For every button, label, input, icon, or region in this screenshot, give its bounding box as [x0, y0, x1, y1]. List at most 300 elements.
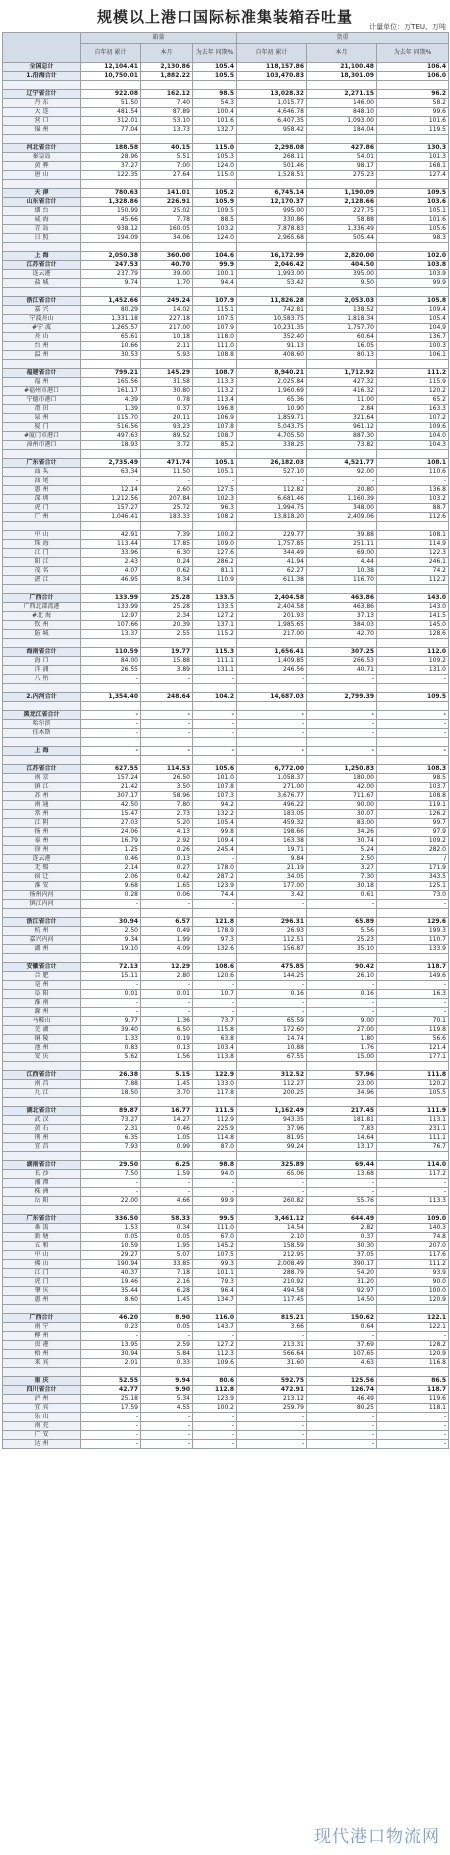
value-cell: 143.0	[377, 603, 449, 612]
value-cell: -	[81, 1413, 141, 1422]
value-cell: -	[141, 1008, 193, 1017]
table-row	[3, 1098, 449, 1107]
value-cell: 1,452.66	[81, 297, 141, 306]
port-name-cell: 嘉兴内河	[3, 936, 81, 945]
value-cell: 196.8	[193, 405, 237, 414]
value-cell: 107.5	[193, 1251, 237, 1260]
port-name-cell: 四川省合计	[3, 1386, 81, 1395]
value-cell: 37.27	[81, 162, 141, 171]
value-cell: 4.39	[81, 396, 141, 405]
teu-ytd-header: 自年初 累计	[81, 44, 141, 63]
value-cell: 104.0	[377, 432, 449, 441]
table-row	[3, 630, 449, 639]
value-cell: -	[237, 1440, 307, 1449]
value-cell: 150.99	[81, 207, 141, 216]
value-cell: 134.7	[193, 1296, 237, 1305]
port-name-cell: 上 海	[3, 252, 81, 261]
value-cell: 225.9	[193, 1125, 237, 1134]
value-cell: 105.5	[377, 1089, 449, 1098]
value-cell: -	[377, 1179, 449, 1188]
value-cell: 103.6	[377, 198, 449, 207]
port-name-cell: 虎 门	[3, 504, 81, 513]
port-name-cell: 营 口	[3, 117, 81, 126]
value-cell: 105.4	[193, 63, 237, 72]
value-cell: 0.27	[141, 864, 193, 873]
value-cell: 109.0	[193, 540, 237, 549]
value-cell: 2.92	[141, 837, 193, 846]
value-cell: 229.77	[237, 531, 307, 540]
value-cell: 12.97	[81, 612, 141, 621]
value-cell: 112.0	[377, 648, 449, 657]
value-cell: 4.55	[141, 1404, 193, 1413]
value-cell: 2.01	[81, 1359, 141, 1368]
port-name-cell: 宁波舟山	[3, 315, 81, 324]
table-row	[3, 1116, 449, 1125]
value-cell: 108.1	[377, 459, 449, 468]
value-cell: 117.8	[193, 1089, 237, 1098]
value-cell: 106.1	[377, 351, 449, 360]
value-cell: 163.3	[377, 405, 449, 414]
value-cell: 0.37	[307, 1233, 377, 1242]
value-cell: 90.0	[377, 1278, 449, 1287]
value-cell	[81, 135, 141, 144]
value-cell: 113.3	[377, 1197, 449, 1206]
value-cell: 115.70	[81, 414, 141, 423]
value-cell: 13,818.20	[237, 513, 307, 522]
port-name-cell: 辽宁省合计	[3, 90, 81, 99]
value-cell: 6,681.46	[237, 495, 307, 504]
value-cell: 246.56	[237, 666, 307, 675]
value-cell	[377, 684, 449, 693]
value-cell	[237, 288, 307, 297]
value-cell: 7.83	[307, 1125, 377, 1134]
value-cell	[141, 756, 193, 765]
value-cell: 113.4	[193, 396, 237, 405]
value-cell: -	[193, 675, 237, 684]
value-cell: 14,687.03	[237, 693, 307, 702]
port-name-cell: 全国总计	[3, 63, 81, 72]
value-cell	[377, 1098, 449, 1107]
value-cell: -	[193, 1008, 237, 1017]
table-row	[3, 315, 449, 324]
weight-month-header: 本月	[307, 44, 377, 63]
value-cell: 141.5	[377, 612, 449, 621]
value-cell: 9.74	[81, 279, 141, 288]
value-cell: 2,409.06	[307, 513, 377, 522]
table-row	[3, 450, 449, 459]
value-cell	[237, 360, 307, 369]
value-cell: 157.24	[81, 774, 141, 783]
value-cell: 307.25	[307, 648, 377, 657]
table-row	[3, 360, 449, 369]
value-cell: -	[81, 747, 141, 756]
value-cell: 108.3	[377, 765, 449, 774]
value-cell: 120.9	[377, 1296, 449, 1305]
value-cell: 79.3	[193, 1278, 237, 1287]
port-name-cell: 湖北省合计	[3, 1107, 81, 1116]
table-row	[3, 1107, 449, 1116]
value-cell	[141, 81, 193, 90]
value-cell	[193, 243, 237, 252]
port-name-cell	[3, 522, 81, 531]
value-cell: 13,028.32	[237, 90, 307, 99]
value-cell: 404.50	[307, 261, 377, 270]
value-cell: 344.49	[237, 549, 307, 558]
port-name-cell: 广西北部湾港	[3, 603, 81, 612]
value-cell: 296.31	[237, 918, 307, 927]
table-row	[3, 567, 449, 576]
value-cell	[81, 180, 141, 189]
value-cell: 113.8	[193, 1053, 237, 1062]
table-row	[3, 1206, 449, 1215]
value-cell: 198.66	[237, 828, 307, 837]
table-row	[3, 1440, 449, 1449]
port-name-cell: 合 肥	[3, 972, 81, 981]
teu-month-header: 本月	[141, 44, 193, 63]
table-row	[3, 153, 449, 162]
table-row	[3, 324, 449, 333]
value-cell: 15.00	[307, 1053, 377, 1062]
port-name-cell: 佳木斯	[3, 729, 81, 738]
port-name-cell: 温 州	[3, 351, 81, 360]
value-cell: 103.8	[377, 261, 449, 270]
value-cell: 46.49	[307, 1395, 377, 1404]
value-cell: 118.7	[377, 1386, 449, 1395]
value-cell: 26.55	[81, 666, 141, 675]
value-cell: 611.38	[237, 576, 307, 585]
value-cell	[377, 1206, 449, 1215]
value-cell: 31.20	[307, 1278, 377, 1287]
value-cell	[81, 639, 141, 648]
value-cell: 143.0	[377, 594, 449, 603]
table-row	[3, 504, 449, 513]
value-cell: -	[141, 675, 193, 684]
value-cell: 120.2	[377, 1080, 449, 1089]
port-name-cell: 海南省合计	[3, 648, 81, 657]
value-cell: 183.33	[141, 513, 193, 522]
port-name-cell: 舟 山	[3, 333, 81, 342]
port-name-cell	[3, 702, 81, 711]
value-cell: 121.8	[193, 918, 237, 927]
table-row	[3, 126, 449, 135]
value-cell	[307, 1368, 377, 1377]
value-cell: 56.6	[377, 1035, 449, 1044]
value-cell: 16,172.99	[237, 252, 307, 261]
value-cell: 100.0	[377, 1287, 449, 1296]
value-cell: 41.94	[237, 558, 307, 567]
port-name-cell: 福建省合计	[3, 369, 81, 378]
value-cell: 10.88	[237, 1044, 307, 1053]
value-cell: -	[307, 711, 377, 720]
value-cell: 29.50	[81, 1161, 141, 1170]
value-cell: 93.9	[377, 1269, 449, 1278]
value-cell	[377, 1368, 449, 1377]
value-cell: 74.4	[193, 891, 237, 900]
value-cell: 80.25	[307, 1404, 377, 1413]
value-cell: 1,212.56	[81, 495, 141, 504]
table-row	[3, 252, 449, 261]
value-cell: 29.27	[81, 1251, 141, 1260]
port-name-cell: #福州市港口	[3, 387, 81, 396]
value-cell: 3.72	[141, 441, 193, 450]
table-row	[3, 234, 449, 243]
value-cell: 80.29	[81, 306, 141, 315]
value-cell: 5.24	[307, 846, 377, 855]
table-row	[3, 738, 449, 747]
table-row	[3, 540, 449, 549]
value-cell: -	[307, 1332, 377, 1341]
table-row	[3, 513, 449, 522]
value-cell: 1,994.75	[237, 504, 307, 513]
value-cell: 5.93	[141, 351, 193, 360]
table-row	[3, 1143, 449, 1152]
value-cell: 1.59	[141, 1170, 193, 1179]
port-name-cell: 扬州内河	[3, 891, 81, 900]
value-cell: 2.50	[307, 855, 377, 864]
port-name-cell: 湘 潭	[3, 1179, 81, 1188]
value-cell	[377, 756, 449, 765]
value-cell	[193, 522, 237, 531]
port-name-cell: 虎 门	[3, 1278, 81, 1287]
port-name-cell: 芜 湖	[3, 1026, 81, 1035]
port-name-cell: 珠 海	[3, 540, 81, 549]
value-cell: 200.25	[237, 1089, 307, 1098]
value-cell: 10,750.01	[81, 72, 141, 81]
value-cell: 133.99	[81, 594, 141, 603]
value-cell: 14.27	[141, 1116, 193, 1125]
value-cell	[307, 180, 377, 189]
value-cell: 0.42	[141, 873, 193, 882]
value-cell: 110.7	[377, 936, 449, 945]
value-cell: -	[81, 675, 141, 684]
port-name-cell: 肇 庆	[3, 1287, 81, 1296]
value-cell: 62.27	[237, 567, 307, 576]
value-cell: 94.2	[193, 801, 237, 810]
value-cell: 26.10	[307, 972, 377, 981]
port-name-cell: 海 口	[3, 657, 81, 666]
value-cell: 37.13	[307, 612, 377, 621]
value-cell: 91.13	[237, 342, 307, 351]
value-cell: 2.73	[141, 810, 193, 819]
value-cell: 31.60	[237, 1359, 307, 1368]
value-cell: 494.58	[237, 1287, 307, 1296]
table-row	[3, 63, 449, 72]
value-cell: -	[307, 999, 377, 1008]
value-cell: 112.51	[237, 936, 307, 945]
value-cell: -	[307, 1188, 377, 1197]
value-cell: 5.20	[141, 819, 193, 828]
value-cell: 105.8	[377, 297, 449, 306]
value-cell	[193, 1368, 237, 1377]
value-cell: 133.5	[193, 594, 237, 603]
value-cell: -	[307, 981, 377, 990]
value-cell: 9.84	[237, 855, 307, 864]
table-row	[3, 243, 449, 252]
port-name-cell: 岳 阳	[3, 1197, 81, 1206]
value-cell: -	[237, 1008, 307, 1017]
value-cell	[81, 954, 141, 963]
value-cell: 3.50	[141, 783, 193, 792]
table-row	[3, 576, 449, 585]
value-cell: 5.15	[141, 1071, 193, 1080]
value-cell: 69.44	[307, 1161, 377, 1170]
value-cell	[307, 135, 377, 144]
value-cell	[237, 522, 307, 531]
value-cell: 122.1	[377, 1314, 449, 1323]
value-cell: -	[141, 1422, 193, 1431]
value-cell: 4.07	[81, 567, 141, 576]
value-cell: 99.7	[377, 819, 449, 828]
value-cell: 14.02	[141, 306, 193, 315]
value-cell: 94.4	[193, 279, 237, 288]
port-name-cell: 泸 州	[3, 1395, 81, 1404]
port-name-cell: 泉 州	[3, 414, 81, 423]
value-cell: 124.0	[193, 162, 237, 171]
value-cell: 4.63	[307, 1359, 377, 1368]
value-cell: -	[307, 1179, 377, 1188]
value-cell: 3.42	[237, 891, 307, 900]
value-cell: -	[193, 1431, 237, 1440]
value-cell: 1,656.41	[237, 648, 307, 657]
value-cell: 98.3	[377, 234, 449, 243]
value-cell: 69.00	[307, 549, 377, 558]
value-cell: 1,882.22	[141, 72, 193, 81]
value-cell: 7,878.83	[237, 225, 307, 234]
value-cell	[193, 135, 237, 144]
value-cell: 20.80	[307, 486, 377, 495]
value-cell	[307, 1098, 377, 1107]
table-row	[3, 900, 449, 909]
value-cell: 112.9	[193, 1116, 237, 1125]
value-cell: -	[377, 1413, 449, 1422]
value-cell: 16.79	[81, 837, 141, 846]
value-cell: 6.28	[141, 1287, 193, 1296]
value-cell: -	[307, 747, 377, 756]
table-row	[3, 189, 449, 198]
value-cell	[141, 360, 193, 369]
value-cell: 0.34	[141, 1224, 193, 1233]
table-row	[3, 648, 449, 657]
value-cell	[141, 1062, 193, 1071]
value-cell: 108.2	[193, 513, 237, 522]
value-cell	[193, 1305, 237, 1314]
value-cell	[377, 585, 449, 594]
value-cell: 133.9	[377, 945, 449, 954]
value-cell: 4.44	[307, 558, 377, 567]
value-cell: 106.4	[377, 63, 449, 72]
value-cell: 143.7	[193, 1323, 237, 1332]
value-cell: 178.0	[193, 864, 237, 873]
port-name-cell: 汕 尾	[3, 477, 81, 486]
value-cell: 9.77	[81, 1017, 141, 1026]
value-cell: 592.75	[237, 1377, 307, 1386]
value-cell: 107.66	[81, 621, 141, 630]
value-cell: 42.70	[307, 630, 377, 639]
value-cell	[81, 81, 141, 90]
value-cell: 2.80	[141, 972, 193, 981]
value-cell: -	[237, 729, 307, 738]
value-cell: 4,521.77	[307, 459, 377, 468]
table-row	[3, 1332, 449, 1341]
value-cell	[81, 684, 141, 693]
table-row	[3, 594, 449, 603]
value-cell: 160.05	[141, 225, 193, 234]
value-cell	[81, 243, 141, 252]
value-cell: 100.2	[193, 531, 237, 540]
value-cell: -	[237, 747, 307, 756]
table-row	[3, 720, 449, 729]
value-cell: 105.2	[193, 189, 237, 198]
weight-yoy-header: 为去年 同期%	[377, 44, 449, 63]
value-cell: 115.1	[193, 306, 237, 315]
value-cell: 18.93	[81, 441, 141, 450]
table-row	[3, 1233, 449, 1242]
port-name-cell	[3, 684, 81, 693]
value-cell: -	[193, 1413, 237, 1422]
table-row	[3, 675, 449, 684]
value-cell: 9.90	[141, 1386, 193, 1395]
value-cell: 96.2	[377, 90, 449, 99]
value-cell: -	[81, 1440, 141, 1449]
value-cell: 286.2	[193, 558, 237, 567]
port-name-cell: 汕 头	[3, 468, 81, 477]
value-cell: 110.9	[193, 576, 237, 585]
value-cell: 3,461.12	[237, 1215, 307, 1224]
value-cell: 118.1	[377, 1404, 449, 1413]
value-cell: 94.0	[193, 1170, 237, 1179]
value-cell: 99.5	[193, 1215, 237, 1224]
value-cell: 67.0	[193, 1233, 237, 1242]
value-cell: -	[237, 981, 307, 990]
value-cell: 113.1	[377, 1116, 449, 1125]
port-name-cell: 南 京	[3, 774, 81, 783]
table-row	[3, 819, 449, 828]
port-name-cell: 黄 石	[3, 1125, 81, 1134]
value-cell: 6,407.35	[237, 117, 307, 126]
value-cell: 13.73	[141, 126, 193, 135]
value-cell: 390.17	[307, 1260, 377, 1269]
port-name-cell: 广东省合计	[3, 459, 81, 468]
value-cell: 115.9	[377, 378, 449, 387]
value-cell: 119.1	[377, 801, 449, 810]
value-cell	[141, 1152, 193, 1161]
value-cell: 7.18	[141, 1269, 193, 1278]
value-cell: 1,757.70	[307, 324, 377, 333]
value-cell: -	[141, 747, 193, 756]
value-cell: 111.8	[377, 1071, 449, 1080]
port-name-cell: 南 充	[3, 1422, 81, 1431]
table-row	[3, 369, 449, 378]
value-cell: 0.05	[141, 1233, 193, 1242]
value-cell: 312.01	[81, 117, 141, 126]
port-name-cell: 九 江	[3, 1089, 81, 1098]
value-cell: 10.66	[81, 342, 141, 351]
value-cell: -	[307, 1440, 377, 1449]
value-cell: 815.21	[237, 1314, 307, 1323]
value-cell: 343.5	[377, 873, 449, 882]
value-cell: 1.76	[307, 1044, 377, 1053]
table-row	[3, 1161, 449, 1170]
value-cell: 3.66	[237, 1323, 307, 1332]
value-cell: 0.62	[141, 567, 193, 576]
value-cell: 27.64	[141, 171, 193, 180]
table-row	[3, 1008, 449, 1017]
port-name-cell: 镇 江	[3, 783, 81, 792]
value-cell: 111.1	[377, 1134, 449, 1143]
value-cell: 118,157.86	[237, 63, 307, 72]
port-name-cell: 亳 州	[3, 981, 81, 990]
value-cell: 133.99	[81, 603, 141, 612]
